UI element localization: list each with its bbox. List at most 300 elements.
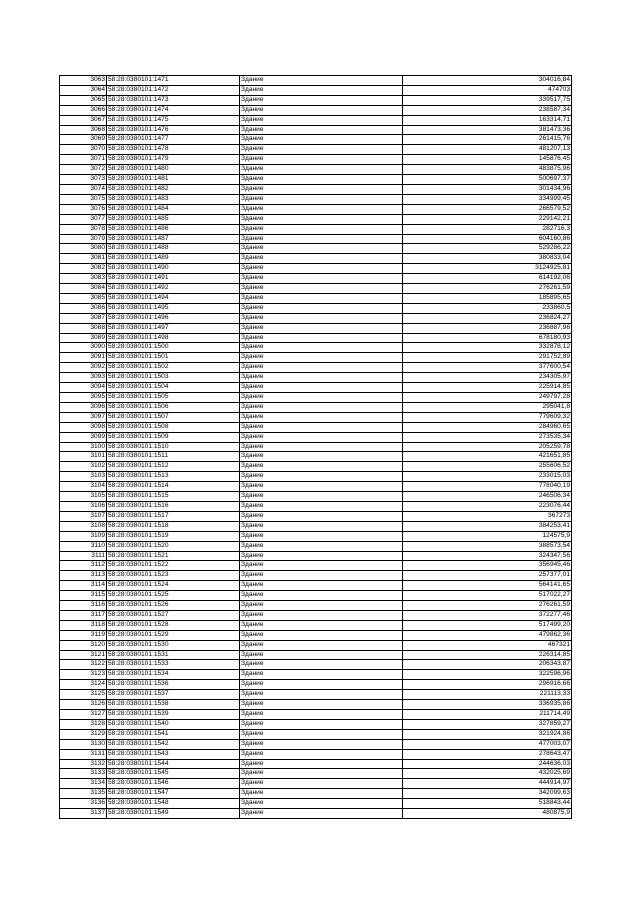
object-type-cell: Здание [240, 452, 403, 462]
row-number-cell: 3069 [60, 135, 107, 145]
cadastral-number-cell: 58:28:0380101:1502 [107, 363, 240, 373]
row-number-cell: 3105 [60, 492, 107, 502]
object-type-cell: Здание [240, 115, 403, 125]
cadastral-value-table [59, 75, 572, 819]
object-type-cell: Здание [240, 194, 403, 204]
cadastral-value-cell: 205259,78 [403, 442, 572, 452]
table-row [60, 531, 572, 541]
cadastral-value-cell: 266579,52 [403, 204, 572, 214]
object-type-cell: Здание [240, 244, 403, 254]
object-type-cell: Здание [240, 492, 403, 502]
object-type-cell: Здание [240, 393, 403, 403]
cadastral-number-cell: 58:28:0380101:1546 [107, 779, 240, 789]
table-row [60, 442, 572, 452]
cadastral-number-cell: 58:28:0380101:1478 [107, 145, 240, 155]
table-row [60, 284, 572, 294]
row-number-cell: 3078 [60, 224, 107, 234]
object-type-cell: Здание [240, 809, 403, 819]
cadastral-number-cell: 58:28:0380101:1481 [107, 175, 240, 185]
object-type-cell: Здание [240, 640, 403, 650]
cadastral-value-cell: 233860,5 [403, 303, 572, 313]
cadastral-value-cell: 327859,27 [403, 719, 572, 729]
table-row [60, 769, 572, 779]
cadastral-value-cell: 261415,76 [403, 135, 572, 145]
cadastral-value-cell: 282716,3 [403, 224, 572, 234]
table-row [60, 115, 572, 125]
row-number-cell: 3129 [60, 729, 107, 739]
cadastral-number-cell: 58:28:0380101:1471 [107, 76, 240, 86]
table-row [60, 184, 572, 194]
table-row [60, 155, 572, 165]
object-type-cell: Здание [240, 214, 403, 224]
cadastral-number-cell: 58:28:0380101:1474 [107, 105, 240, 115]
object-type-cell: Здание [240, 234, 403, 244]
row-number-cell: 3135 [60, 789, 107, 799]
cadastral-number-cell: 58:28:0380101:1520 [107, 541, 240, 551]
cadastral-value-cell: 564141,65 [403, 581, 572, 591]
cadastral-value-cell: 421651,85 [403, 452, 572, 462]
object-type-cell: Здание [240, 333, 403, 343]
cadastral-number-cell: 58:28:0380101:1501 [107, 353, 240, 363]
table-row [60, 690, 572, 700]
cadastral-number-cell: 58:28:0380101:1509 [107, 432, 240, 442]
row-number-cell: 3128 [60, 719, 107, 729]
object-type-cell: Здание [240, 799, 403, 809]
table-row [60, 224, 572, 234]
object-type-cell: Здание [240, 184, 403, 194]
object-type-cell: Здание [240, 343, 403, 353]
cadastral-number-cell: 58:28:0380101:1513 [107, 472, 240, 482]
cadastral-value-cell: 477003,07 [403, 739, 572, 749]
table-row [60, 799, 572, 809]
object-type-cell: Здание [240, 105, 403, 115]
object-type-cell: Здание [240, 660, 403, 670]
cadastral-number-cell: 58:28:0380101:1480 [107, 165, 240, 175]
table-row [60, 432, 572, 442]
object-type-cell: Здание [240, 462, 403, 472]
object-type-cell: Здание [240, 581, 403, 591]
object-type-cell: Здание [240, 353, 403, 363]
row-number-cell: 3091 [60, 353, 107, 363]
cadastral-number-cell: 58:28:0380101:1541 [107, 729, 240, 739]
table-row [60, 402, 572, 412]
cadastral-value-cell: 236887,96 [403, 323, 572, 333]
row-number-cell: 3079 [60, 234, 107, 244]
row-number-cell: 3115 [60, 591, 107, 601]
cadastral-number-cell: 58:28:0380101:1540 [107, 719, 240, 729]
table-row [60, 165, 572, 175]
cadastral-number-cell: 58:28:0380101:1486 [107, 224, 240, 234]
cadastral-value-cell: 432025,69 [403, 769, 572, 779]
table-row [60, 700, 572, 710]
table-row [60, 779, 572, 789]
object-type-cell: Здание [240, 422, 403, 432]
cadastral-value-cell: 255606,52 [403, 462, 572, 472]
cadastral-value-cell: 474703 [403, 85, 572, 95]
object-type-cell: Здание [240, 482, 403, 492]
cadastral-value-cell: 481207,13 [403, 145, 572, 155]
object-type-cell: Здание [240, 739, 403, 749]
cadastral-number-cell: 58:28:0380101:1538 [107, 700, 240, 710]
table-row [60, 343, 572, 353]
object-type-cell: Здание [240, 313, 403, 323]
table-row [60, 125, 572, 135]
table-row [60, 393, 572, 403]
row-number-cell: 3101 [60, 452, 107, 462]
object-type-cell: Здание [240, 620, 403, 630]
table-row [60, 303, 572, 313]
object-type-cell: Здание [240, 472, 403, 482]
object-type-cell: Здание [240, 284, 403, 294]
cadastral-number-cell: 58:28:0380101:1514 [107, 482, 240, 492]
table-row [60, 274, 572, 284]
row-number-cell: 3104 [60, 482, 107, 492]
object-type-cell: Здание [240, 363, 403, 373]
row-number-cell: 3092 [60, 363, 107, 373]
cadastral-value-cell: 276261,59 [403, 601, 572, 611]
table-row [60, 412, 572, 422]
table-row [60, 254, 572, 264]
table-row [60, 591, 572, 601]
row-number-cell: 3071 [60, 155, 107, 165]
cadastral-value-cell: 388573,54 [403, 541, 572, 551]
table-row [60, 551, 572, 561]
object-type-cell: Здание [240, 373, 403, 383]
cadastral-number-cell: 58:28:0380101:1503 [107, 373, 240, 383]
table-row [60, 601, 572, 611]
row-number-cell: 3096 [60, 402, 107, 412]
cadastral-value-cell: 518843,44 [403, 799, 572, 809]
object-type-cell: Здание [240, 769, 403, 779]
object-type-cell: Здание [240, 442, 403, 452]
table-row [60, 630, 572, 640]
table-row [60, 194, 572, 204]
row-number-cell: 3076 [60, 204, 107, 214]
row-number-cell: 3080 [60, 244, 107, 254]
cadastral-number-cell: 58:28:0380101:1543 [107, 749, 240, 759]
cadastral-number-cell: 58:28:0380101:1515 [107, 492, 240, 502]
cadastral-value-cell: 257377,01 [403, 571, 572, 581]
object-type-cell: Здание [240, 383, 403, 393]
row-number-cell: 3112 [60, 561, 107, 571]
object-type-cell: Здание [240, 95, 403, 105]
row-number-cell: 3102 [60, 462, 107, 472]
object-type-cell: Здание [240, 125, 403, 135]
row-number-cell: 3133 [60, 769, 107, 779]
row-number-cell: 3130 [60, 739, 107, 749]
cadastral-number-cell: 58:28:0380101:1516 [107, 501, 240, 511]
cadastral-number-cell: 58:28:0380101:1508 [107, 422, 240, 432]
cadastral-value-cell: 273535,34 [403, 432, 572, 442]
cadastral-value-cell: 163314,71 [403, 115, 572, 125]
table-row [60, 204, 572, 214]
row-number-cell: 3109 [60, 531, 107, 541]
table-row [60, 462, 572, 472]
row-number-cell: 3114 [60, 581, 107, 591]
table-row [60, 85, 572, 95]
table-row [60, 214, 572, 224]
table-row [60, 739, 572, 749]
row-number-cell: 3119 [60, 630, 107, 640]
cadastral-number-cell: 58:28:0380101:1547 [107, 789, 240, 799]
object-type-cell: Здание [240, 432, 403, 442]
object-type-cell: Здание [240, 710, 403, 720]
object-type-cell: Здание [240, 591, 403, 601]
cadastral-value-cell: 367273 [403, 511, 572, 521]
cadastral-value-cell: 145876,45 [403, 155, 572, 165]
cadastral-number-cell: 58:28:0380101:1533 [107, 660, 240, 670]
cadastral-number-cell: 58:28:0380101:1536 [107, 680, 240, 690]
cadastral-number-cell: 58:28:0380101:1504 [107, 383, 240, 393]
object-type-cell: Здание [240, 571, 403, 581]
table-row [60, 175, 572, 185]
row-number-cell: 3108 [60, 521, 107, 531]
cadastral-value-cell: 604160,86 [403, 234, 572, 244]
table-body [60, 76, 572, 819]
table-row [60, 353, 572, 363]
table-row [60, 521, 572, 531]
object-type-cell: Здание [240, 264, 403, 274]
object-type-cell: Здание [240, 204, 403, 214]
row-number-cell: 3094 [60, 383, 107, 393]
object-type-cell: Здание [240, 680, 403, 690]
cadastral-number-cell: 58:28:0380101:1517 [107, 511, 240, 521]
cadastral-value-cell: 342099,63 [403, 789, 572, 799]
cadastral-value-cell: 500697,37 [403, 175, 572, 185]
table-row [60, 660, 572, 670]
cadastral-number-cell: 58:28:0380101:1542 [107, 739, 240, 749]
cadastral-value-cell: 517022,27 [403, 591, 572, 601]
cadastral-number-cell: 58:28:0380101:1544 [107, 759, 240, 769]
table-row [60, 501, 572, 511]
table-row [60, 729, 572, 739]
cadastral-number-cell: 58:28:0380101:1488 [107, 244, 240, 254]
cadastral-number-cell: 58:28:0380101:1534 [107, 670, 240, 680]
cadastral-value-cell: 301434,96 [403, 184, 572, 194]
row-number-cell: 3107 [60, 511, 107, 521]
object-type-cell: Здание [240, 511, 403, 521]
cadastral-number-cell: 58:28:0380101:1512 [107, 462, 240, 472]
cadastral-value-cell: 332878,12 [403, 343, 572, 353]
row-number-cell: 3097 [60, 412, 107, 422]
table-row [60, 719, 572, 729]
cadastral-number-cell: 58:28:0380101:1485 [107, 214, 240, 224]
row-number-cell: 3081 [60, 254, 107, 264]
cadastral-value-cell: 380833,04 [403, 254, 572, 264]
cadastral-number-cell: 58:28:0380101:1487 [107, 234, 240, 244]
row-number-cell: 3122 [60, 660, 107, 670]
table-row [60, 373, 572, 383]
row-number-cell: 3082 [60, 264, 107, 274]
cadastral-value-cell: 529286,22 [403, 244, 572, 254]
cadastral-number-cell: 58:28:0380101:1519 [107, 531, 240, 541]
cadastral-value-cell: 225914,85 [403, 383, 572, 393]
object-type-cell: Здание [240, 323, 403, 333]
cadastral-number-cell: 58:28:0380101:1511 [107, 452, 240, 462]
cadastral-value-cell: 226314,85 [403, 650, 572, 660]
cadastral-number-cell: 58:28:0380101:1549 [107, 809, 240, 819]
cadastral-value-cell: 233015,03 [403, 472, 572, 482]
table-row [60, 323, 572, 333]
table-row [60, 561, 572, 571]
row-number-cell: 3083 [60, 274, 107, 284]
table-row [60, 452, 572, 462]
table-row [60, 640, 572, 650]
table-row [60, 105, 572, 115]
cadastral-value-cell: 291752,89 [403, 353, 572, 363]
row-number-cell: 3106 [60, 501, 107, 511]
cadastral-number-cell: 58:28:0380101:1477 [107, 135, 240, 145]
cadastral-value-cell: 284960,65 [403, 422, 572, 432]
cadastral-number-cell: 58:28:0380101:1525 [107, 591, 240, 601]
object-type-cell: Здание [240, 729, 403, 739]
row-number-cell: 3090 [60, 343, 107, 353]
row-number-cell: 3068 [60, 125, 107, 135]
row-number-cell: 3099 [60, 432, 107, 442]
object-type-cell: Здание [240, 165, 403, 175]
cadastral-number-cell: 58:28:0380101:1475 [107, 115, 240, 125]
row-number-cell: 3136 [60, 799, 107, 809]
table-row [60, 482, 572, 492]
object-type-cell: Здание [240, 779, 403, 789]
table-row [60, 749, 572, 759]
cadastral-value-cell: 234305,97 [403, 373, 572, 383]
cadastral-value-cell: 3124925,81 [403, 264, 572, 274]
table-row [60, 363, 572, 373]
cadastral-number-cell: 58:28:0380101:1510 [107, 442, 240, 452]
cadastral-value-cell: 223076,44 [403, 501, 572, 511]
cadastral-number-cell: 58:28:0380101:1521 [107, 551, 240, 561]
cadastral-number-cell: 58:28:0380101:1496 [107, 313, 240, 323]
table-row [60, 135, 572, 145]
row-number-cell: 3084 [60, 284, 107, 294]
cadastral-value-cell: 321924,86 [403, 729, 572, 739]
cadastral-number-cell: 58:28:0380101:1548 [107, 799, 240, 809]
object-type-cell: Здание [240, 561, 403, 571]
row-number-cell: 3125 [60, 690, 107, 700]
table-row [60, 680, 572, 690]
row-number-cell: 3127 [60, 710, 107, 720]
object-type-cell: Здание [240, 601, 403, 611]
cadastral-value-cell: 304016,84 [403, 76, 572, 86]
row-number-cell: 3137 [60, 809, 107, 819]
row-number-cell: 3134 [60, 779, 107, 789]
cadastral-number-cell: 58:28:0380101:1490 [107, 264, 240, 274]
cadastral-number-cell: 58:28:0380101:1518 [107, 521, 240, 531]
row-number-cell: 3111 [60, 551, 107, 561]
object-type-cell: Здание [240, 293, 403, 303]
object-type-cell: Здание [240, 224, 403, 234]
cadastral-value-cell: 238587,34 [403, 105, 572, 115]
row-number-cell: 3131 [60, 749, 107, 759]
table-row [60, 472, 572, 482]
row-number-cell: 3124 [60, 680, 107, 690]
table-row [60, 541, 572, 551]
cadastral-value-cell: 295041,8 [403, 402, 572, 412]
object-type-cell: Здание [240, 135, 403, 145]
row-number-cell: 3085 [60, 293, 107, 303]
cadastral-value-cell: 124575,9 [403, 531, 572, 541]
cadastral-number-cell: 58:28:0380101:1524 [107, 581, 240, 591]
row-number-cell: 3117 [60, 610, 107, 620]
table-row [60, 571, 572, 581]
cadastral-number-cell: 58:28:0380101:1507 [107, 412, 240, 422]
cadastral-number-cell: 58:28:0380101:1545 [107, 769, 240, 779]
cadastral-number-cell: 58:28:0380101:1473 [107, 95, 240, 105]
object-type-cell: Здание [240, 610, 403, 620]
cadastral-value-cell: 381473,36 [403, 125, 572, 135]
cadastral-value-cell: 444914,97 [403, 779, 572, 789]
row-number-cell: 3095 [60, 393, 107, 403]
cadastral-number-cell: 58:28:0380101:1528 [107, 620, 240, 630]
cadastral-value-cell: 324347,56 [403, 551, 572, 561]
object-type-cell: Здание [240, 175, 403, 185]
cadastral-value-cell: 778040,19 [403, 482, 572, 492]
cadastral-number-cell: 58:28:0380101:1476 [107, 125, 240, 135]
object-type-cell: Здание [240, 789, 403, 799]
cadastral-value-cell: 221113,33 [403, 690, 572, 700]
object-type-cell: Здание [240, 145, 403, 155]
object-type-cell: Здание [240, 254, 403, 264]
row-number-cell: 3066 [60, 105, 107, 115]
table-row [60, 620, 572, 630]
cadastral-number-cell: 58:28:0380101:1494 [107, 293, 240, 303]
table-row [60, 789, 572, 799]
cadastral-number-cell: 58:28:0380101:1522 [107, 561, 240, 571]
table-row [60, 809, 572, 819]
object-type-cell: Здание [240, 670, 403, 680]
cadastral-value-cell: 483875,96 [403, 165, 572, 175]
table-row [60, 234, 572, 244]
cadastral-value-cell: 517499,20 [403, 620, 572, 630]
cadastral-number-cell: 58:28:0380101:1500 [107, 343, 240, 353]
cadastral-number-cell: 58:28:0380101:1482 [107, 184, 240, 194]
object-type-cell: Здание [240, 551, 403, 561]
table-row [60, 422, 572, 432]
cadastral-value-cell: 244636,03 [403, 759, 572, 769]
cadastral-value-cell: 480875,9 [403, 809, 572, 819]
cadastral-number-cell: 58:28:0380101:1489 [107, 254, 240, 264]
row-number-cell: 3089 [60, 333, 107, 343]
table-row [60, 581, 572, 591]
cadastral-value-cell: 334999,45 [403, 194, 572, 204]
table-row [60, 670, 572, 680]
table-row [60, 95, 572, 105]
row-number-cell: 3110 [60, 541, 107, 551]
cadastral-value-cell: 296916,66 [403, 680, 572, 690]
object-type-cell: Здание [240, 412, 403, 422]
cadastral-number-cell: 58:28:0380101:1506 [107, 402, 240, 412]
row-number-cell: 3120 [60, 640, 107, 650]
row-number-cell: 3118 [60, 620, 107, 630]
object-type-cell: Здание [240, 76, 403, 86]
table-row [60, 759, 572, 769]
row-number-cell: 3100 [60, 442, 107, 452]
cadastral-value-cell: 236824,27 [403, 313, 572, 323]
row-number-cell: 3123 [60, 670, 107, 680]
cadastral-number-cell: 58:28:0380101:1472 [107, 85, 240, 95]
cadastral-value-cell: 211714,49 [403, 710, 572, 720]
cadastral-number-cell: 58:28:0380101:1527 [107, 610, 240, 620]
object-type-cell: Здание [240, 501, 403, 511]
cadastral-value-cell: 377600,54 [403, 363, 572, 373]
table-row [60, 76, 572, 86]
object-type-cell: Здание [240, 749, 403, 759]
row-number-cell: 3098 [60, 422, 107, 432]
cadastral-number-cell: 58:28:0380101:1483 [107, 194, 240, 204]
cadastral-number-cell: 58:28:0380101:1523 [107, 571, 240, 581]
row-number-cell: 3113 [60, 571, 107, 581]
